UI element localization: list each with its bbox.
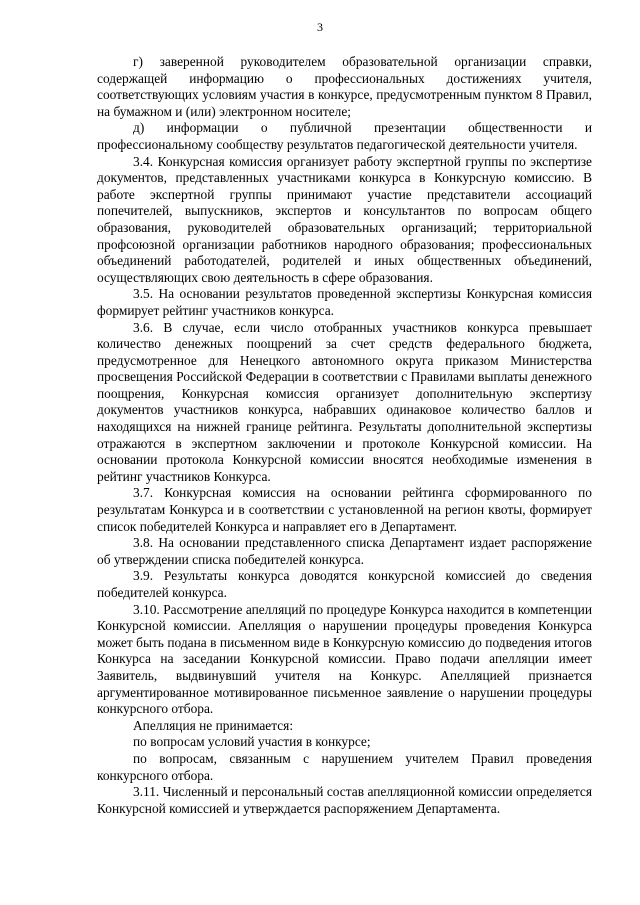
paragraph-3-6: 3.6. В случае, если число отобранных участников конкурса превышает количество денежных поощрений за счет средств федерального бюджета, предусмотренное для Ненецкого автономного округа приказом Министерства просвещения Российской Федерации в соответствии с Правилами выплаты денежного поощрения, Конкурсная комиссия организует дополнительную экспертизу документов участников конкурса, набравших одинаковое количество баллов и находящихся на нижней границе рейтинга. Результаты дополнительной экспертизы отражаются в экспертном заключении и протоколе Конкурсной комиссии. На основании протокола Конкурсной комиссии вносятся необходимые изменения в рейтинг участников Конкурса. — [97, 319, 592, 484]
paragraph-3-5: 3.5. На основании результатов проведенной экспертизы Конкурсная комиссия формирует рейтинг участников конкурса. — [97, 286, 592, 318]
paragraph-3-11: 3.11. Численный и персональный состав апелляционной комиссии определяется Конкурсной комиссией и утверждается распоряжением Департамента. — [97, 784, 592, 816]
paragraph-3-4: 3.4. Конкурсная комиссия организует работу экспертной группы по экспертизе документов, представленных участниками конкурса в Конкурсную комиссию. В работе экспертной группы принимают участие представители ассоциаций попечителей, выпускников, экспертов и консультантов по вопросам общего образования, руководителей образовательных организаций; территориальной профсоюзной организации работников народного образования; профессиональных объединений работодателей, родителей и иных общественных объединений, осуществляющих свою деятельность в сфере образования. — [97, 153, 592, 285]
paragraph-item-d: д) информации о публичной презентации общественности и профессиональному сообществу результатов педагогической деятельности учителя. — [97, 120, 592, 152]
page-number: 3 — [317, 20, 323, 34]
paragraph-3-9: 3.9. Результаты конкурса доводятся конкурсной комиссией до сведения победителей конкурса. — [97, 568, 592, 600]
paragraph-3-7: 3.7. Конкурсная комиссия на основании рейтинга сформированного по результатам Конкурса и в соответствии с установленной на регион квоты, формирует список победителей Конкурса и направляет его в Департамент. — [97, 485, 592, 534]
paragraph-3-10: 3.10. Рассмотрение апелляций по процедуре Конкурса находится в компетенции Конкурсной комиссии. Апелляция о нарушении процедуры проведения Конкурса может быть подана в письменном виде в Конкурсную комиссию до подведения итогов Конкурса на заседании Конкурсной комиссии. Право подачи апелляции имеет Заявитель, выдвинувший учителя на Конкурс. Апелляцией признается аргументированное мотивированное письменное заявление о нарушении процедуры конкурсного отбора. — [97, 601, 592, 717]
paragraph-appeal-reason-2: по вопросам, связанным с нарушением учителем Правил проведения конкурсного отбора. — [97, 750, 592, 783]
paragraph-appeal-reason-1: по вопросам условий участия в конкурсе; — [133, 734, 371, 750]
paragraph-item-g: г) заверенной руководителем образовательной организации справки, содержащей информацию о профессиональных достижениях учителя, соответствующих условиям участия в конкурсе, предусмотренным пунктом 8 Правил, на бумажном и (или) электронном носителе; — [97, 54, 592, 119]
paragraph-3-8: 3.8. На основании представленного списка Департамент издает распоряжение об утверждении списка победителей конкурса. — [97, 535, 592, 567]
paragraph-appeal-not-accepted: Апелляция не принимается: — [133, 717, 294, 733]
document-body — [97, 54, 592, 817]
